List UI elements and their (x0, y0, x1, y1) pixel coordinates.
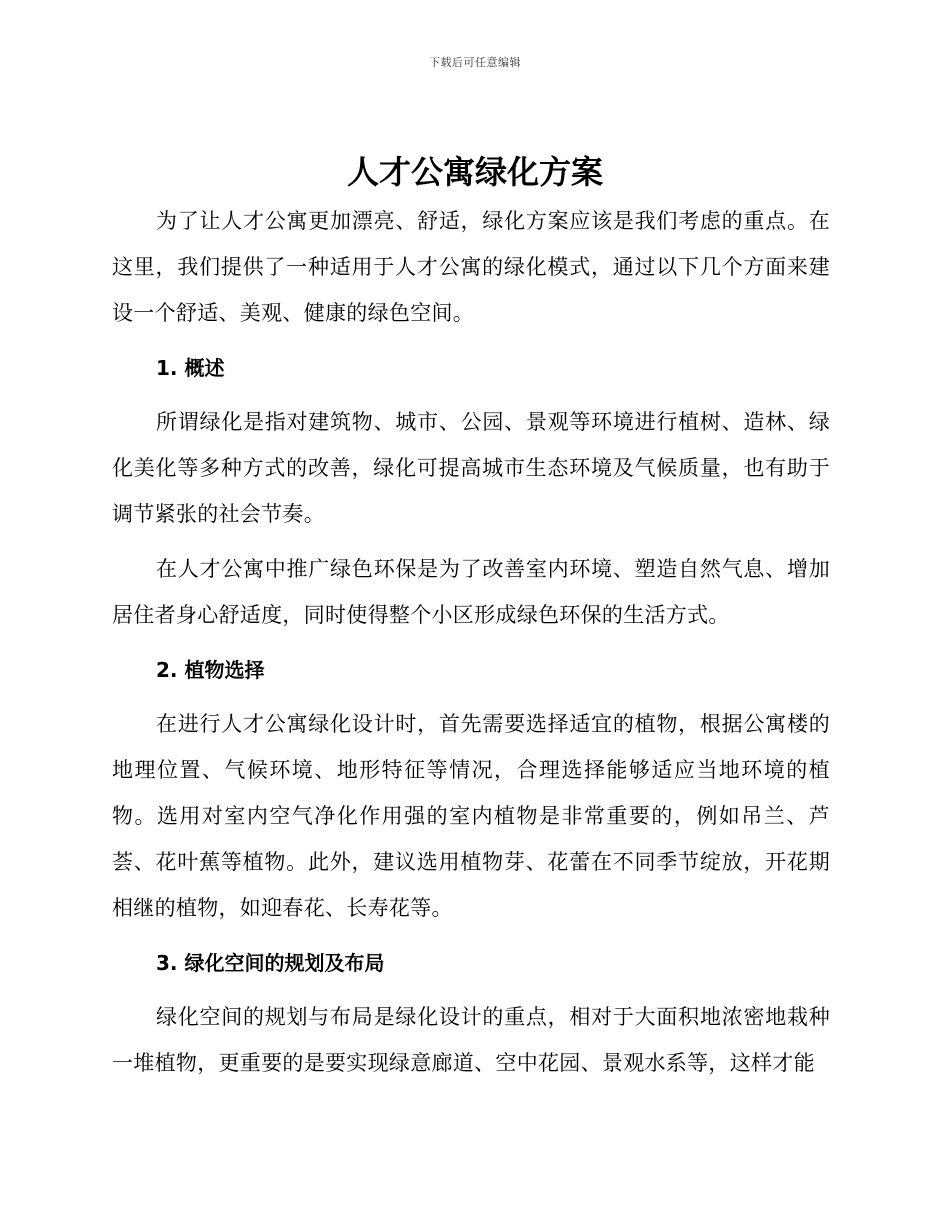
page-header-note: 下载后可任意编辑 (429, 56, 521, 69)
plant-selection-paragraph: 在进行人才公寓绿化设计时，首先需要选择适宜的植物，根据公寓楼的地理位置、气候环境、地形特征等情况，合理选择能够适应当地环境的植物。选用对室内空气净化作用强的室内植物是非常重要的，例如吊兰、芦荟、花叶蕉等植物。此外，建议选用植物芽、花蕾在不同季节绽放，开花期相继的植物，如迎春花、长寿花等。 (112, 712, 830, 920)
section-heading-overview: 1. 概述 (156, 356, 225, 380)
section-heading-space-planning: 3. 绿化空间的规划及布局 (156, 951, 385, 975)
overview-paragraph-2: 在人才公寓中推广绿色环保是为了改善室内环境、塑造自然气息、增加居住者身心舒适度，同时使得整个小区形成绿色环保的生活方式。 (112, 557, 830, 627)
overview-paragraph-1: 所谓绿化是指对建筑物、城市、公园、景观等环境进行植树、造林、绿化美化等多种方式的改善，绿化可提高城市生态环境及气候质量，也有助于调节紧张的社会节奏。 (112, 410, 830, 526)
section-heading-plant-selection: 2. 植物选择 (156, 658, 265, 682)
space-planning-paragraph: 绿化空间的规划与布局是绿化设计的重点，相对于大面积地浓密地栽种一堆植物，更重要的是要实现绿意廊道、空中花园、景观水系等，这样才能 (112, 1005, 830, 1075)
document-title: 人才公寓绿化方案 (346, 153, 603, 191)
intro-paragraph: 为了让人才公寓更加漂亮、舒适，绿化方案应该是我们考虑的重点。在这里，我们提供了一种适用于人才公寓的绿化模式，通过以下几个方面来建设一个舒适、美观、健康的绿色空间。 (112, 209, 830, 325)
document-body (112, 198, 830, 1095)
